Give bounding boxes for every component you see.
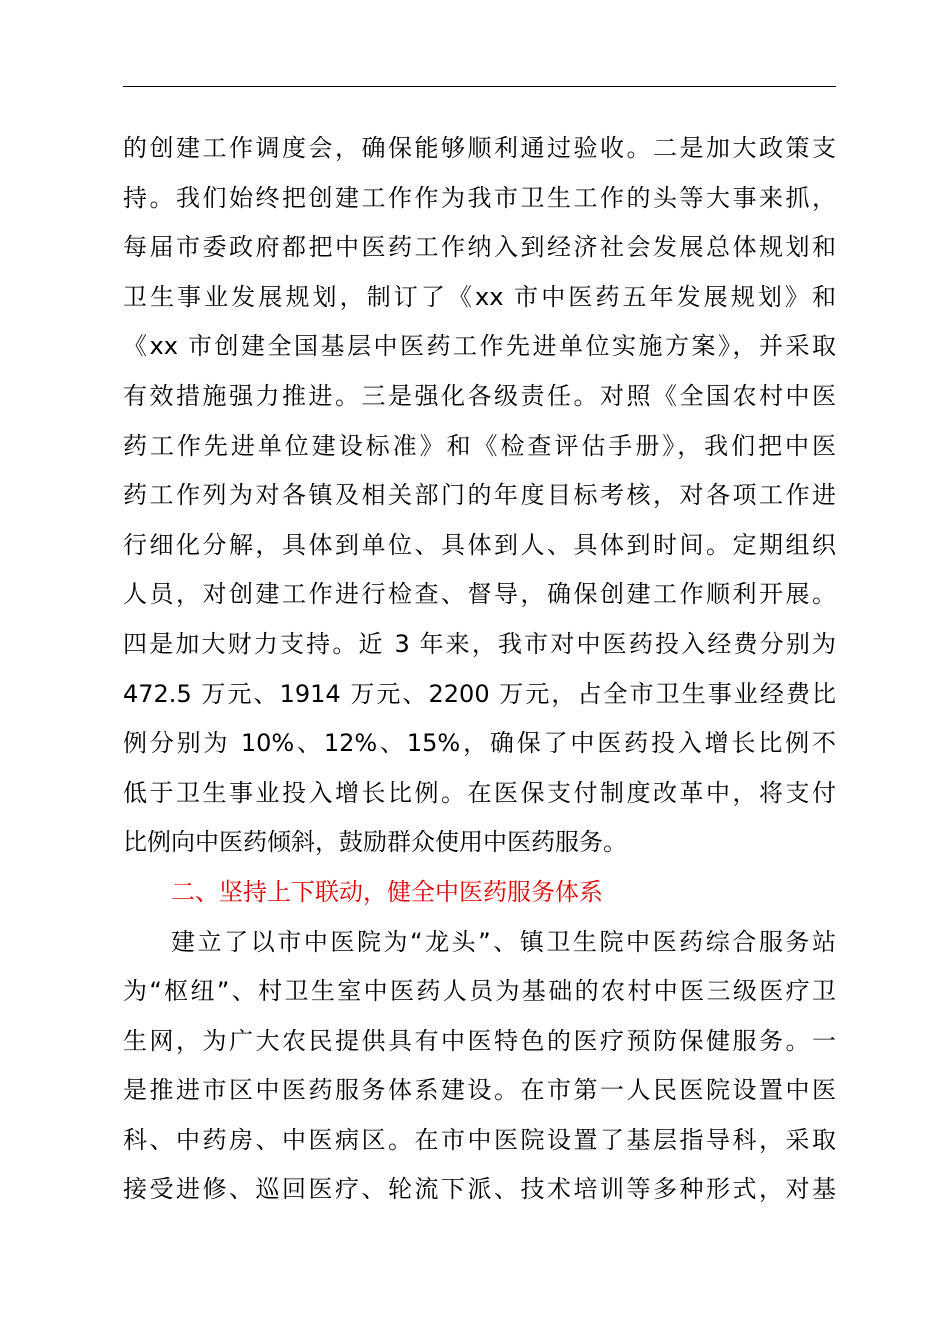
text-line: 四是加大财力支持。近 3 年来，我市对中医药投入经费分别为 bbox=[123, 629, 836, 658]
text-line: 低于卫生事业投入增长比例。在医保支付制度改革中，将支付 bbox=[123, 778, 836, 807]
text-line: 行细化分解，具体到单位、具体到人、具体到时间。定期组织 bbox=[123, 530, 836, 559]
header-rule bbox=[123, 86, 836, 87]
text-line: 药工作列为对各镇及相关部门的年度目标考核，对各项工作进 bbox=[123, 481, 836, 510]
text-line: 是推进市区中医药服务体系建设。在市第一人民医院设置中医 bbox=[123, 1076, 836, 1105]
text-line: 比例向中医药倾斜，鼓励群众使用中医药服务。 bbox=[123, 828, 627, 857]
document-body bbox=[123, 124, 836, 1215]
text-line: 持。我们始终把创建工作作为我市卫生工作的头等大事来抓， bbox=[123, 183, 836, 212]
text-line: 有效措施强力推进。三是强化各级责任。对照《全国农村中医 bbox=[123, 381, 836, 410]
text-line: 472.5 万元、1914 万元、2200 万元，占全市卫生事业经费比 bbox=[123, 679, 836, 708]
text-line: 接受进修、巡回医疗、轮流下派、技术培训等多种形式，对基 bbox=[123, 1175, 836, 1204]
section-heading: 二、坚持上下联动，健全中医药服务体系 bbox=[171, 877, 603, 906]
text-line: 的创建工作调度会，确保能够顺利通过验收。二是加大政策支 bbox=[123, 134, 836, 162]
text-line: 人员，对创建工作进行检查、督导，确保创建工作顺利开展。 bbox=[123, 580, 836, 609]
text-line: 为“枢纽”、村卫生室中医药人员为基础的农村中医三级医疗卫 bbox=[123, 977, 836, 1006]
text-line: 建立了以市中医院为“龙头”、镇卫生院中医药综合服务站 bbox=[171, 927, 836, 956]
text-line: 例分别为 10%、12%、15%，确保了中医药投入增长比例不 bbox=[123, 729, 836, 758]
text-line: 每届市委政府都把中医药工作纳入到经济社会发展总体规划和 bbox=[123, 233, 836, 262]
text-line: 卫生事业发展规划，制订了《xx 市中医药五年发展规划》和 bbox=[123, 282, 836, 311]
text-line: 生网，为广大农民提供具有中医特色的医疗预防保健服务。一 bbox=[123, 1026, 836, 1055]
text-line: 药工作先进单位建设标准》和《检查评估手册》，我们把中医 bbox=[123, 431, 836, 460]
text-line: 《xx 市创建全国基层中医药工作先进单位实施方案》，并采取 bbox=[123, 332, 836, 361]
paragraph-policy-support bbox=[123, 124, 836, 868]
text-line: 科、中药房、中医病区。在市中医院设置了基层指导科，采取 bbox=[123, 1125, 836, 1154]
paragraph-service-system bbox=[123, 918, 836, 1216]
